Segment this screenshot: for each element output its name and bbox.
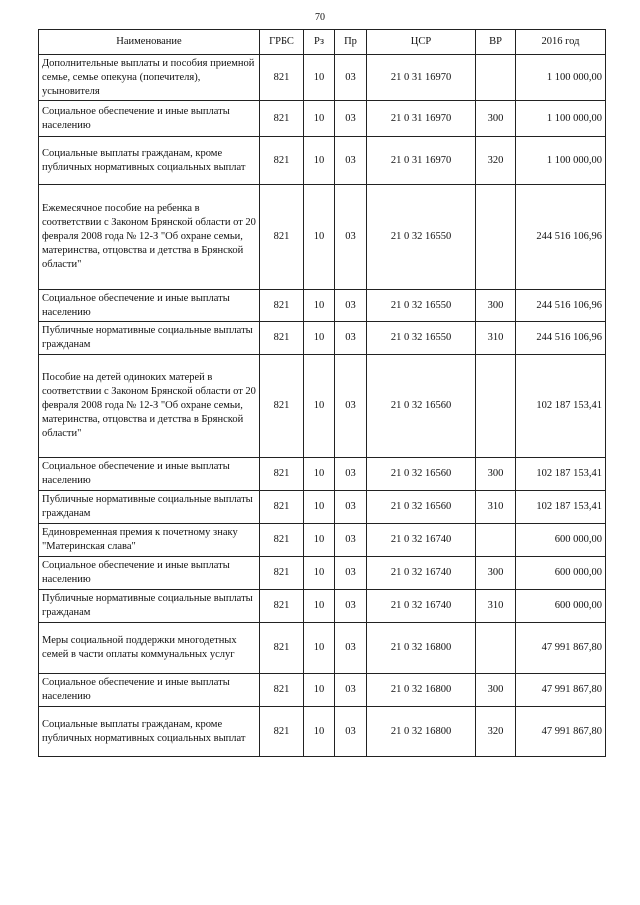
row-pr: 03: [335, 458, 367, 491]
row-name: Публичные нормативные социальные выплаты гражданам: [39, 491, 260, 524]
row-rz: 10: [304, 458, 335, 491]
row-csr: 21 0 31 16970: [367, 55, 476, 101]
row-pr: 03: [335, 55, 367, 101]
row-rz: 10: [304, 491, 335, 524]
row-csr: 21 0 32 16550: [367, 290, 476, 322]
row-rz: 10: [304, 101, 335, 137]
row-name: Социальное обеспечение и иные выплаты населению: [39, 674, 260, 707]
row-name: Социальное обеспечение и иные выплаты населению: [39, 557, 260, 590]
table-row: [39, 623, 606, 674]
row-rz: 10: [304, 590, 335, 623]
row-pr: 03: [335, 623, 367, 674]
row-rz: 10: [304, 674, 335, 707]
row-grbs: 821: [260, 623, 304, 674]
row-grbs: 821: [260, 55, 304, 101]
row-vr: 300: [476, 674, 516, 707]
row-pr: 03: [335, 355, 367, 458]
row-vr: 310: [476, 322, 516, 355]
row-rz: 10: [304, 524, 335, 557]
row-grbs: 821: [260, 101, 304, 137]
row-amount: 102 187 153,41: [516, 491, 606, 524]
budget-table: [38, 29, 606, 757]
row-rz: 10: [304, 55, 335, 101]
table-row: [39, 322, 606, 355]
row-vr: 300: [476, 458, 516, 491]
row-csr: 21 0 32 16800: [367, 707, 476, 757]
row-pr: 03: [335, 524, 367, 557]
row-vr: 300: [476, 557, 516, 590]
row-grbs: 821: [260, 355, 304, 458]
row-grbs: 821: [260, 137, 304, 185]
table-row: [39, 491, 606, 524]
row-pr: 03: [335, 491, 367, 524]
row-name: Социальное обеспечение и иные выплаты населению: [39, 101, 260, 137]
row-grbs: 821: [260, 524, 304, 557]
table-row: [39, 101, 606, 137]
table-row: [39, 524, 606, 557]
row-pr: 03: [335, 590, 367, 623]
row-csr: 21 0 31 16970: [367, 137, 476, 185]
row-amount: 47 991 867,80: [516, 623, 606, 674]
row-csr: 21 0 32 16740: [367, 524, 476, 557]
table-row: [39, 185, 606, 290]
row-grbs: 821: [260, 458, 304, 491]
row-pr: 03: [335, 290, 367, 322]
table-row: [39, 557, 606, 590]
header-grbs: ГРБС: [260, 30, 304, 55]
row-vr: 300: [476, 101, 516, 137]
row-rz: 10: [304, 557, 335, 590]
row-grbs: 821: [260, 322, 304, 355]
header-vr: ВР: [476, 30, 516, 55]
row-vr: 320: [476, 707, 516, 757]
row-vr: [476, 185, 516, 290]
row-name: Социальные выплаты гражданам, кроме публичных нормативных социальных выплат: [39, 707, 260, 757]
table-row: [39, 137, 606, 185]
table-row: [39, 707, 606, 757]
table-row: [39, 355, 606, 458]
row-amount: 1 100 000,00: [516, 101, 606, 137]
header-pr: Пр: [335, 30, 367, 55]
row-rz: 10: [304, 137, 335, 185]
row-csr: 21 0 32 16800: [367, 623, 476, 674]
header-rz: Рз: [304, 30, 335, 55]
row-pr: 03: [335, 674, 367, 707]
row-csr: 21 0 32 16800: [367, 674, 476, 707]
row-name: Ежемесячное пособие на ребенка в соответствии с Законом Брянской области от 20 февраля 2008 года № 12-З "Об охране семьи, материнства, отцовства и детства в Брянской области": [39, 185, 260, 290]
row-csr: 21 0 31 16970: [367, 101, 476, 137]
row-name: Меры социальной поддержки многодетных семей в части оплаты коммунальных услуг: [39, 623, 260, 674]
table-row: [39, 674, 606, 707]
row-pr: 03: [335, 322, 367, 355]
row-name: Единовременная премия к почетному знаку "Материнская слава": [39, 524, 260, 557]
row-grbs: 821: [260, 290, 304, 322]
row-name: Социальное обеспечение и иные выплаты населению: [39, 458, 260, 491]
row-amount: 600 000,00: [516, 524, 606, 557]
row-pr: 03: [335, 101, 367, 137]
row-rz: 10: [304, 707, 335, 757]
row-csr: 21 0 32 16740: [367, 590, 476, 623]
row-csr: 21 0 32 16550: [367, 185, 476, 290]
table-row: [39, 290, 606, 322]
row-vr: 310: [476, 491, 516, 524]
row-name: Социальные выплаты гражданам, кроме публичных нормативных социальных выплат: [39, 137, 260, 185]
row-vr: [476, 623, 516, 674]
row-name: Дополнительные выплаты и пособия приемной семье, семье опекуна (попечителя), усыновителя: [39, 55, 260, 101]
row-pr: 03: [335, 707, 367, 757]
row-name: Социальное обеспечение и иные выплаты населению: [39, 290, 260, 322]
row-amount: 47 991 867,80: [516, 707, 606, 757]
row-grbs: 821: [260, 185, 304, 290]
table-row: [39, 458, 606, 491]
header-csr: ЦСР: [367, 30, 476, 55]
row-rz: 10: [304, 623, 335, 674]
header-name: Наименование: [39, 30, 260, 55]
row-rz: 10: [304, 322, 335, 355]
row-pr: 03: [335, 557, 367, 590]
row-amount: 102 187 153,41: [516, 355, 606, 458]
row-name: Публичные нормативные социальные выплаты гражданам: [39, 590, 260, 623]
row-grbs: 821: [260, 491, 304, 524]
header-row: [39, 30, 606, 55]
row-csr: 21 0 32 16560: [367, 458, 476, 491]
row-amount: 244 516 106,96: [516, 290, 606, 322]
row-vr: 320: [476, 137, 516, 185]
row-grbs: 821: [260, 707, 304, 757]
row-rz: 10: [304, 185, 335, 290]
row-pr: 03: [335, 185, 367, 290]
row-amount: 600 000,00: [516, 590, 606, 623]
row-vr: [476, 355, 516, 458]
row-amount: 102 187 153,41: [516, 458, 606, 491]
row-vr: 300: [476, 290, 516, 322]
row-rz: 10: [304, 290, 335, 322]
table-row: [39, 55, 606, 101]
row-amount: 600 000,00: [516, 557, 606, 590]
row-amount: 244 516 106,96: [516, 185, 606, 290]
row-rz: 10: [304, 355, 335, 458]
row-csr: 21 0 32 16740: [367, 557, 476, 590]
row-pr: 03: [335, 137, 367, 185]
row-grbs: 821: [260, 557, 304, 590]
row-grbs: 821: [260, 674, 304, 707]
table-row: [39, 590, 606, 623]
header-year: 2016 год: [516, 30, 606, 55]
row-vr: [476, 524, 516, 557]
row-csr: 21 0 32 16550: [367, 322, 476, 355]
row-amount: 244 516 106,96: [516, 322, 606, 355]
row-name: Публичные нормативные социальные выплаты гражданам: [39, 322, 260, 355]
row-amount: 1 100 000,00: [516, 137, 606, 185]
row-csr: 21 0 32 16560: [367, 491, 476, 524]
row-csr: 21 0 32 16560: [367, 355, 476, 458]
row-grbs: 821: [260, 590, 304, 623]
row-name: Пособие на детей одиноких матерей в соответствии с Законом Брянской области от 20 февраля 2008 года № 12-З "Об охране семьи, материнства, отцовства и детства в Брянской области": [39, 355, 260, 458]
page-number: 70: [315, 12, 325, 23]
row-vr: 310: [476, 590, 516, 623]
row-amount: 1 100 000,00: [516, 55, 606, 101]
row-amount: 47 991 867,80: [516, 674, 606, 707]
row-vr: [476, 55, 516, 101]
